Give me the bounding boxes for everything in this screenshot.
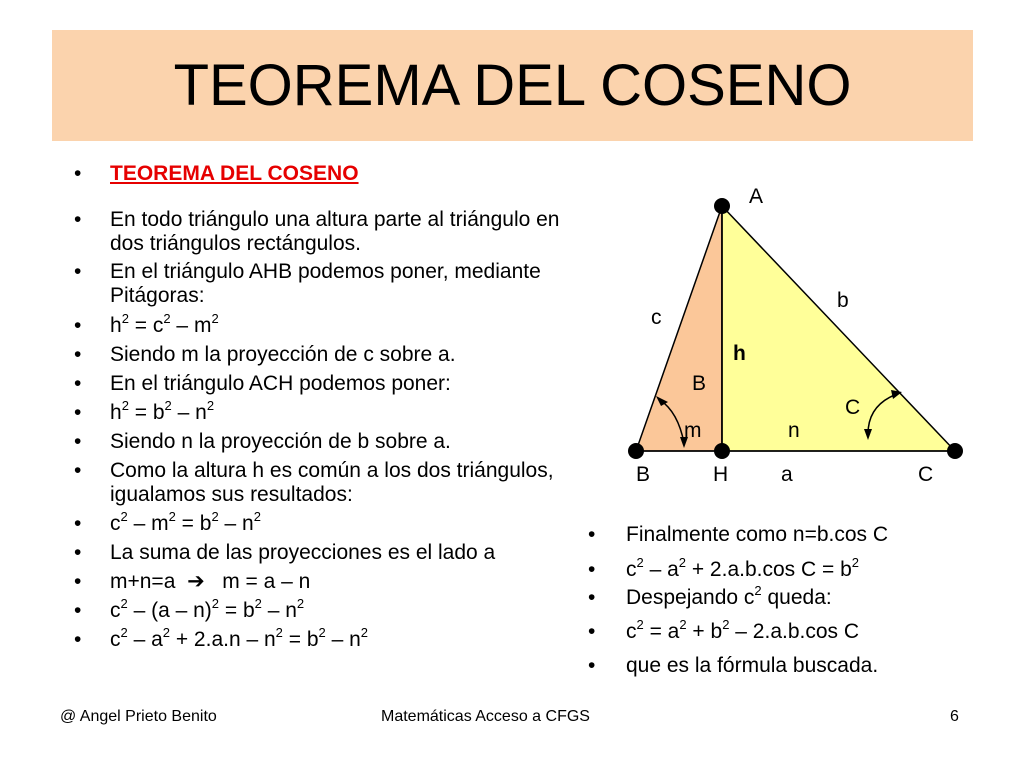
bullet-item [588, 585, 1008, 611]
bullet-item [74, 372, 594, 396]
label-side-b: b [837, 289, 849, 312]
bullet-marker: • [74, 162, 82, 185]
bullet-item [74, 459, 594, 507]
formula: $c^2 - a^2 + 2.a.b.\cos$ $C = b^2$ [626, 555, 859, 581]
label-vertex-c: C [918, 463, 934, 486]
bullet-marker: • [74, 628, 82, 651]
bullet-text: En todo triángulo una altura parte al triángulo en dos triángulos rectángulos. [110, 208, 560, 255]
label-projection-n: n [788, 419, 800, 442]
bullet-item [74, 596, 594, 623]
bullet-text: En el triángulo AHB podemos poner, mediante Pitágoras: [110, 260, 541, 307]
bullet-item [74, 398, 594, 425]
vertex-b-dot [628, 443, 644, 459]
vertex-a-dot [714, 198, 730, 214]
formula: Despejando $c^2$ queda: [626, 583, 832, 609]
bullet-text: Siendo n la proyección de b sobre a. [110, 430, 451, 453]
formula: $c^2 - (a - n)^2 = b^2 - n^2$ [110, 596, 305, 622]
label-height-h: h [733, 342, 746, 365]
bullet-marker: • [74, 599, 82, 622]
bullet-item [74, 260, 594, 308]
title-banner [52, 30, 973, 141]
bullet-text: La suma de las proyecciones es el lado a [110, 541, 496, 564]
bullet-marker: • [74, 459, 82, 482]
section-heading: TEOREMA DEL COSENO [110, 162, 359, 185]
formula: m+n=a ➔ m = a – n [110, 570, 311, 593]
right-bullet-list [588, 522, 1008, 679]
bullet-marker: • [74, 570, 82, 593]
bullet-marker: • [588, 523, 596, 546]
triangle-ahb-region [636, 206, 722, 451]
formula: $c^2 = a^2 + b^2 - 2.a.b.\cos$ C [626, 617, 860, 643]
bullet-marker: • [74, 372, 82, 395]
left-bullet-list [74, 162, 594, 652]
formula: $h^2 = c^2 - m^2$ [110, 311, 219, 337]
bullet-item [74, 208, 594, 256]
label-angle-c: C [845, 396, 861, 419]
bullet-item [588, 619, 1008, 645]
bullet-item [74, 162, 594, 186]
bullet-text: que es la fórmula buscada. [626, 654, 879, 677]
bullet-marker: • [588, 654, 596, 677]
bullet-marker: • [74, 260, 82, 283]
bullet-text: Finalmente como n=b.cos C [626, 523, 889, 546]
label-vertex-b: B [636, 463, 651, 486]
label-side-a: a [781, 463, 793, 486]
triangle-ach-region [722, 206, 955, 451]
bullet-item [588, 557, 1008, 583]
footer-author: @ Angel Prieto Benito [60, 708, 217, 725]
bullet-item [74, 343, 594, 367]
bullet-marker: • [74, 314, 82, 337]
bullet-marker: • [74, 430, 82, 453]
bullet-text: En el triángulo ACH podemos poner: [110, 372, 451, 395]
label-side-c: c [651, 306, 662, 329]
bullet-marker: • [74, 512, 82, 535]
bullet-item [74, 311, 594, 338]
footer-page-number: 6 [950, 708, 959, 725]
slide-title: TEOREMA DEL COSENO [173, 53, 852, 118]
bullet-item [74, 625, 594, 652]
arrow-right-icon: ➔ [187, 570, 205, 593]
formula: $c^2 - a^2 + 2.a.n - n^2 = b^2 - n^2$ [110, 625, 369, 651]
formula: $h^2 = b^2 - n^2$ [110, 398, 215, 424]
formula: $c^2 - m^2 = b^2 - n^2$ [110, 509, 261, 535]
bullet-text: Como la altura h es común a los dos triángulos, igualamos sus resultados: [110, 459, 554, 506]
bullet-marker: • [588, 586, 596, 609]
bullet-marker: • [588, 558, 596, 581]
vertex-c-dot [947, 443, 963, 459]
label-projection-m: m [684, 419, 702, 442]
label-angle-b: B [692, 372, 707, 395]
bullet-item [74, 570, 594, 594]
label-vertex-a: A [749, 185, 764, 208]
bullet-item [74, 509, 594, 536]
bullet-item [588, 522, 1008, 548]
bullet-item [74, 541, 594, 565]
bullet-item [74, 430, 594, 454]
bullet-text: Siendo m la proyección de c sobre a. [110, 343, 456, 366]
label-point-h: H [713, 463, 729, 486]
triangle-diagram [600, 170, 990, 500]
bullet-marker: • [74, 401, 82, 424]
point-h-dot [714, 443, 730, 459]
bullet-marker: • [74, 208, 82, 231]
footer-course: Matemáticas Acceso a CFGS [381, 708, 590, 725]
bullet-marker: • [588, 620, 596, 643]
bullet-marker: • [74, 541, 82, 564]
bullet-marker: • [74, 343, 82, 366]
bullet-item [588, 653, 1008, 679]
